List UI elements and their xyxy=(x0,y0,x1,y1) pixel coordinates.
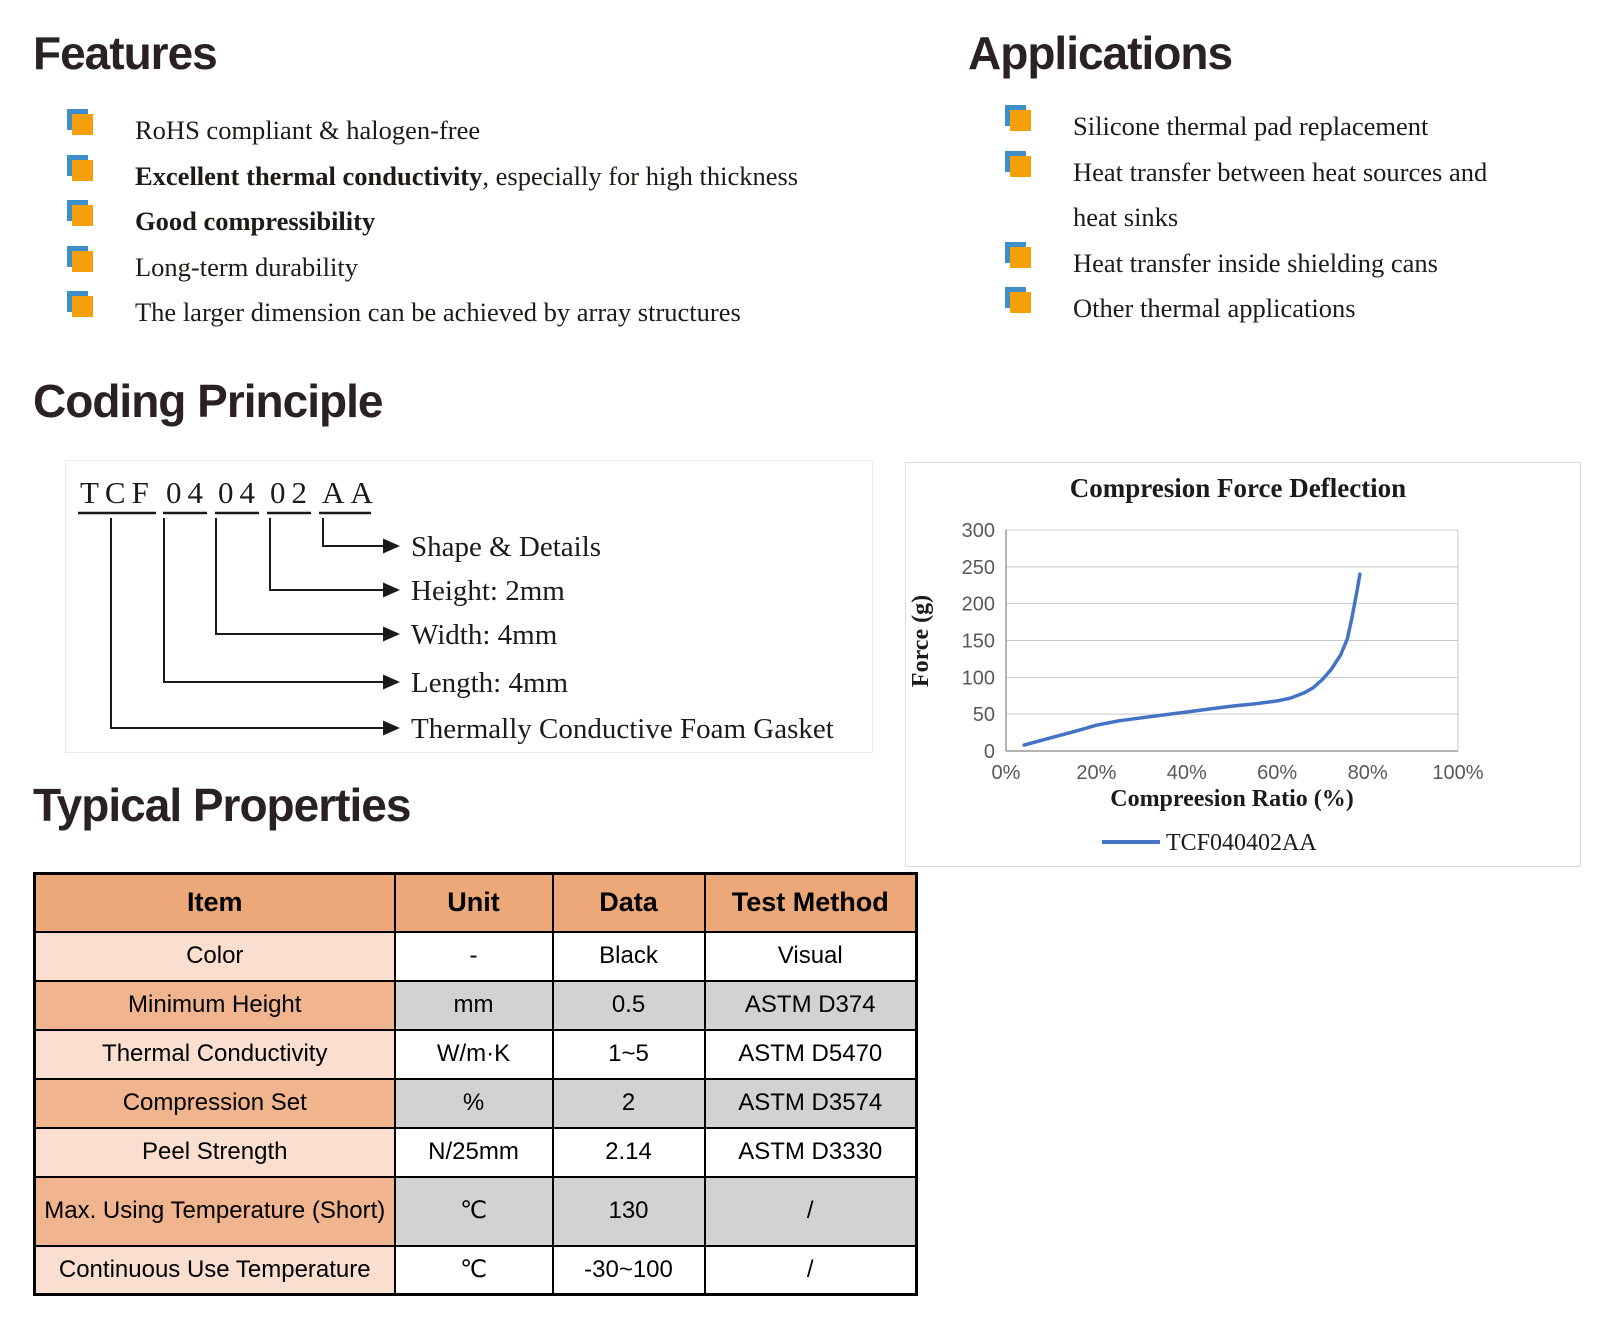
cell-unit: % xyxy=(395,1079,553,1128)
coding-diagram-svg xyxy=(66,461,872,752)
list-item xyxy=(1010,241,1523,287)
applications-title: Applications xyxy=(968,27,1233,79)
svg-text:150: 150 xyxy=(961,630,995,653)
square-bullet-icon xyxy=(72,205,93,226)
list-item xyxy=(72,154,798,200)
square-bullet-icon xyxy=(1010,156,1031,177)
cell-method: ASTM D3330 xyxy=(705,1128,917,1177)
application-text: Heat transfer inside shielding cans xyxy=(1073,247,1438,278)
arrow-icon xyxy=(383,721,400,736)
table-row xyxy=(35,1030,917,1079)
square-bullet-icon xyxy=(72,251,93,272)
feature-text: RoHS compliant & halogen-free xyxy=(135,115,481,145)
list-item xyxy=(72,199,798,245)
cell-item: Color xyxy=(35,932,395,981)
cell-unit: ℃ xyxy=(395,1246,553,1295)
feature-text: The larger dimension can be achieved by array structures xyxy=(135,297,741,327)
cell-unit: - xyxy=(395,932,553,981)
list-item xyxy=(1010,150,1523,241)
table-row xyxy=(35,1128,917,1177)
cell-data: 2 xyxy=(553,1079,705,1128)
svg-text:50: 50 xyxy=(972,704,995,727)
y-tick-labels xyxy=(962,520,995,763)
column-header-unit: Unit xyxy=(395,874,553,932)
typical-properties-title: Typical Properties xyxy=(33,779,411,831)
application-text: Silicone thermal pad replacement xyxy=(1073,111,1429,141)
code-group-shape: AA xyxy=(322,475,379,510)
chart-gridlines xyxy=(1006,530,1458,714)
svg-text:200: 200 xyxy=(961,593,995,616)
cfd-chart-svg xyxy=(906,463,1580,866)
cell-method: ASTM D5470 xyxy=(705,1030,917,1079)
svg-text:100%: 100% xyxy=(1432,762,1484,784)
column-header-item: Item xyxy=(35,874,395,932)
code-label-shape: Shape & Details xyxy=(411,531,602,563)
code-label-height: Height: 2mm xyxy=(411,575,565,607)
square-bullet-icon xyxy=(72,160,93,181)
cell-method: ASTM D374 xyxy=(705,981,917,1030)
table-row xyxy=(35,1246,917,1295)
feature-text: Long-term durability xyxy=(135,251,358,282)
cell-data: 0.5 xyxy=(553,981,705,1030)
list-item xyxy=(72,290,798,336)
cell-method: / xyxy=(705,1246,917,1295)
cell-method: Visual xyxy=(705,932,917,981)
code-group-prefix: TCF xyxy=(80,475,155,510)
application-text: Heat transfer between heat sources and heat sinks xyxy=(1073,156,1488,232)
square-bullet-icon xyxy=(1010,247,1031,268)
y-axis-title: Force (g) xyxy=(908,594,934,688)
list-item xyxy=(72,108,798,154)
code-label-product: Thermally Conductive Foam Gasket xyxy=(411,713,834,745)
cell-item: Continuous Use Temperature xyxy=(35,1246,395,1295)
svg-text:60%: 60% xyxy=(1257,762,1298,784)
cell-data: Black xyxy=(553,932,705,981)
features-title: Features xyxy=(33,27,217,79)
arrow-icon xyxy=(383,583,400,598)
legend-label: TCF040402AA xyxy=(1166,830,1317,856)
cell-item: Max. Using Temperature (Short) xyxy=(35,1177,395,1246)
code-group-length: 04 xyxy=(166,475,209,510)
svg-text:0: 0 xyxy=(983,741,995,763)
cell-unit: ℃ xyxy=(395,1177,553,1246)
typical-properties-table xyxy=(33,872,918,1296)
table-row xyxy=(35,981,917,1030)
square-bullet-icon xyxy=(72,296,93,317)
cell-unit: W/m·K xyxy=(395,1030,553,1079)
cell-data: 1~5 xyxy=(553,1030,705,1079)
chart-title: Compresion Force Deflection xyxy=(1069,473,1407,503)
code-group-height: 02 xyxy=(270,475,313,510)
code-group-width: 04 xyxy=(218,475,261,510)
code-label-width: Width: 4mm xyxy=(411,619,558,651)
x-tick-labels xyxy=(992,762,1484,784)
svg-text:250: 250 xyxy=(961,556,995,579)
svg-text:0%: 0% xyxy=(991,762,1021,784)
arrow-icon xyxy=(383,539,400,554)
svg-text:100: 100 xyxy=(961,667,995,690)
column-header-data: Data xyxy=(553,874,705,932)
feature-text: Good compressibility xyxy=(135,206,376,236)
cell-data: 130 xyxy=(553,1177,705,1246)
application-text: Other thermal applications xyxy=(1073,293,1356,323)
coding-principle-title: Coding Principle xyxy=(33,375,383,427)
list-item xyxy=(1010,104,1523,150)
square-bullet-icon xyxy=(1010,110,1031,131)
applications-list xyxy=(1010,104,1523,332)
code-label-length: Length: 4mm xyxy=(411,667,569,699)
cell-unit: mm xyxy=(395,981,553,1030)
feature-text: Excellent thermal conductivity, especially for high thickness xyxy=(135,160,799,191)
svg-text:300: 300 xyxy=(961,520,995,542)
cell-method: ASTM D3574 xyxy=(705,1079,917,1128)
arrow-icon xyxy=(383,675,400,690)
table-row xyxy=(35,1079,917,1128)
data-series-line xyxy=(1024,574,1360,745)
table-row xyxy=(35,1177,917,1246)
cell-item: Peel Strength xyxy=(35,1128,395,1177)
coding-principle-diagram xyxy=(65,460,873,753)
cell-unit: N/25mm xyxy=(395,1128,553,1177)
features-list xyxy=(72,108,798,336)
table-header-row xyxy=(35,874,917,932)
cell-item: Compression Set xyxy=(35,1079,395,1128)
list-item xyxy=(72,245,798,291)
table-row xyxy=(35,932,917,981)
svg-text:80%: 80% xyxy=(1347,762,1388,784)
arrow-icon xyxy=(383,627,400,642)
square-bullet-icon xyxy=(72,114,93,135)
list-item xyxy=(1010,286,1523,332)
svg-text:20%: 20% xyxy=(1076,762,1117,784)
compression-force-deflection-chart xyxy=(905,462,1581,867)
column-header-method: Test Method xyxy=(705,874,917,932)
square-bullet-icon xyxy=(1010,292,1031,313)
cell-method: / xyxy=(705,1177,917,1246)
cell-data: -30~100 xyxy=(553,1246,705,1295)
cell-item: Minimum Height xyxy=(35,981,395,1030)
x-axis-title: Compreesion Ratio (%) xyxy=(1110,786,1354,812)
cell-item: Thermal Conductivity xyxy=(35,1030,395,1079)
svg-text:40%: 40% xyxy=(1166,762,1207,784)
cell-data: 2.14 xyxy=(553,1128,705,1177)
